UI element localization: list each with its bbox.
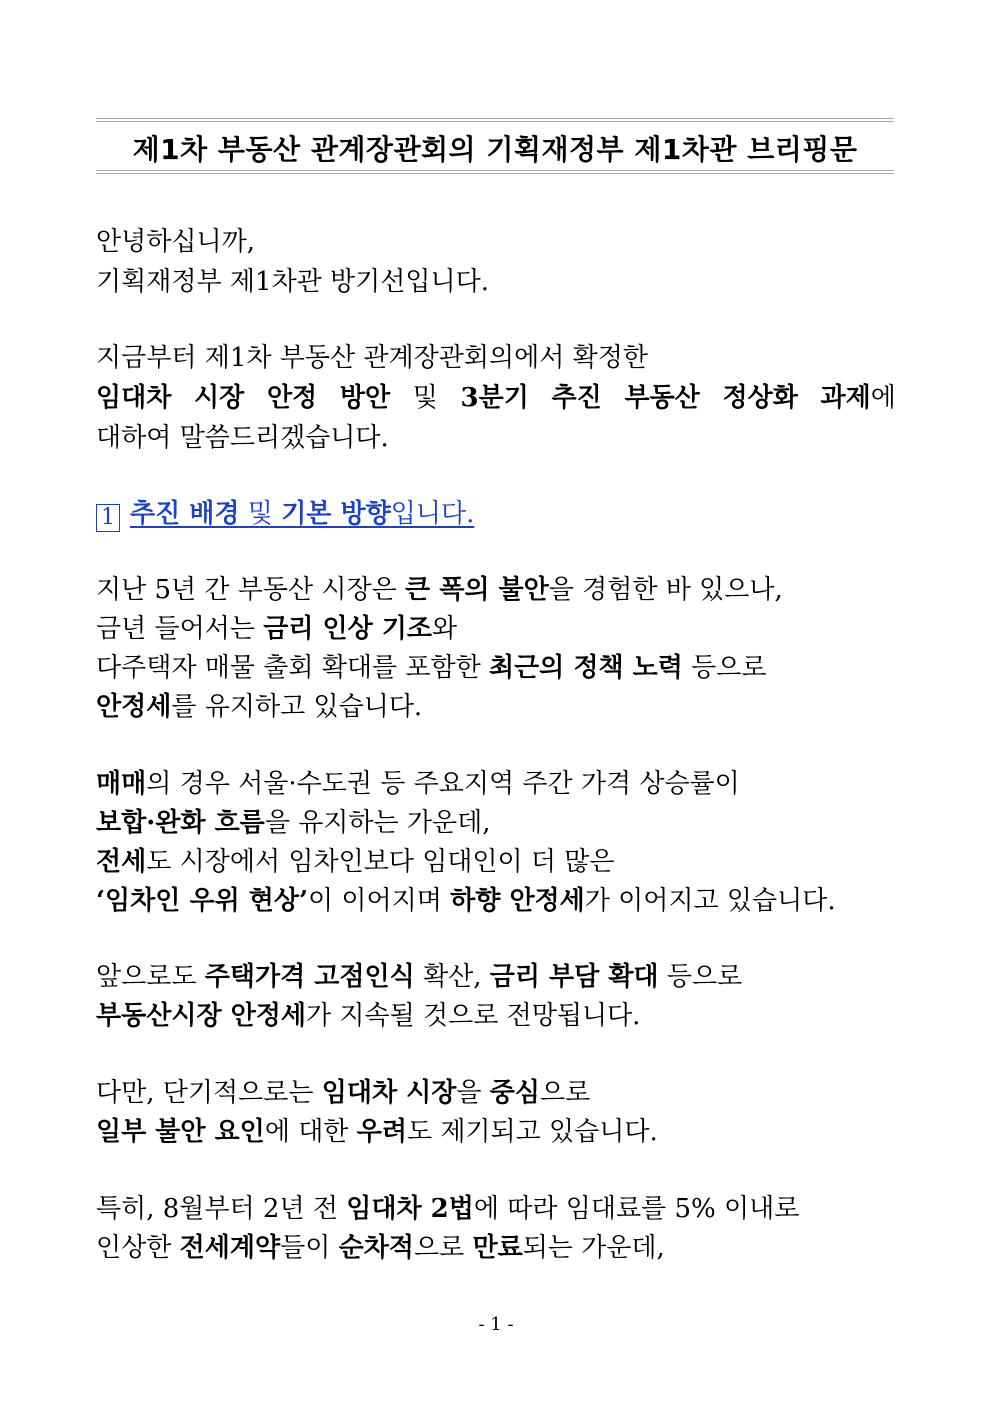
bold-term: 안정 bbox=[266, 383, 318, 413]
title-border-bottom bbox=[96, 173, 894, 174]
paragraph-5-line-1 bbox=[96, 960, 742, 994]
bold-term: 방안 bbox=[339, 383, 391, 413]
bold-term: 일부 불안 요인 bbox=[96, 1117, 265, 1147]
text-segment: 등으로 bbox=[682, 653, 767, 683]
bold-term: 기본 방향 bbox=[281, 499, 391, 529]
bold-term: 임대차 bbox=[96, 383, 172, 413]
section-heading-text bbox=[130, 499, 474, 529]
text-segment: 인상한 bbox=[96, 1233, 180, 1263]
bold-term: 큰 폭의 불안 bbox=[405, 575, 549, 605]
paragraph-3-line-2 bbox=[96, 612, 457, 646]
bold-term: 과제 bbox=[820, 383, 871, 413]
bold-term: 부동산시장 안정세 bbox=[96, 1001, 306, 1031]
bold-term: 하향 안정세 bbox=[450, 886, 585, 916]
text-segment: 으로 bbox=[413, 1233, 473, 1263]
text-segment: 을 유지하는 가운데, bbox=[264, 808, 491, 838]
bold-term: 우려 bbox=[356, 1117, 407, 1147]
text-segment: 가 이어지고 있습니다. bbox=[584, 886, 836, 916]
text-segment: 및 bbox=[239, 499, 282, 529]
bold-term: 시장 bbox=[194, 383, 245, 413]
text-segment: 도 제기되고 있습니다. bbox=[406, 1117, 658, 1147]
bold-term: 보합·완화 흐름 bbox=[96, 808, 265, 838]
text-segment: 가 지속될 것으로 전망됩니다. bbox=[305, 1001, 641, 1031]
bold-term: 부동산 bbox=[624, 383, 700, 413]
section-number-box: 1 bbox=[96, 504, 120, 532]
paragraph-6-line-2 bbox=[96, 1115, 658, 1149]
paragraph-5-line-2 bbox=[96, 999, 640, 1033]
text-segment: 와 bbox=[432, 614, 458, 644]
greeting-line: 안녕하십니까, bbox=[96, 227, 255, 257]
bold-term: 안정세 bbox=[96, 692, 172, 722]
bold-term: 최근의 정책 노력 bbox=[488, 653, 683, 683]
bold-term: 추진 bbox=[551, 383, 602, 413]
page-number: - 1 - bbox=[478, 1314, 514, 1335]
text-segment: 다만, 단기적으로는 bbox=[96, 1078, 322, 1108]
title-box bbox=[96, 118, 894, 174]
text-segment: 및 bbox=[412, 383, 438, 413]
intro-line: 기획재정부 제1차관 방기선입니다. bbox=[96, 267, 489, 297]
text-segment: 이 이어지며 bbox=[308, 886, 451, 916]
bold-term: 주택가격 고점인식 bbox=[204, 962, 415, 992]
bold-term: 정상화 bbox=[722, 383, 798, 413]
paragraph-7-line-2 bbox=[96, 1231, 665, 1265]
text-segment: 을 bbox=[456, 1078, 490, 1108]
paragraph-2-line-3: 대하여 말씀드리겠습니다. bbox=[96, 423, 389, 453]
bold-term: 매매 bbox=[96, 769, 147, 799]
paragraph-4-line-2 bbox=[96, 806, 491, 840]
paragraph-3-line-3 bbox=[96, 651, 767, 685]
text-segment: 을 경험한 바 있으나, bbox=[548, 575, 783, 605]
bold-term: 만료 bbox=[472, 1233, 523, 1263]
text-segment: 를 유지하고 있습니다. bbox=[171, 692, 423, 722]
text-segment: 에 따라 임대료를 5% 이내로 bbox=[473, 1194, 800, 1224]
paragraph-2-line-1: 지금부터 제1차 부동산 관계장관회의에서 확정한 bbox=[96, 343, 648, 373]
text-segment: 등으로 bbox=[658, 962, 743, 992]
bold-term: 임대차 시장 bbox=[321, 1078, 457, 1108]
text-segment: 되는 가운데, bbox=[522, 1233, 665, 1263]
paragraph-4-line-4 bbox=[96, 884, 836, 918]
bold-term: 전세계약 bbox=[179, 1233, 281, 1263]
page-title: 제1차 부동산 관계장관회의 기획재정부 제1차관 브리핑문 bbox=[132, 133, 858, 166]
title-border-top bbox=[96, 118, 894, 119]
bold-term: 추진 배경 bbox=[130, 499, 240, 529]
title-border-top-inner bbox=[96, 121, 894, 122]
text-segment: 에 대한 bbox=[264, 1117, 357, 1147]
bold-term: 금리 인상 기조 bbox=[263, 614, 433, 644]
bold-term: 전세 bbox=[96, 847, 147, 877]
text-segment: 앞으로도 bbox=[96, 962, 205, 992]
text-segment: 특히, 8월부터 2년 전 bbox=[96, 1194, 347, 1224]
paragraph-2-line-2 bbox=[96, 381, 896, 415]
text-segment: 다주택자 매물 출회 확대를 포함한 bbox=[96, 653, 489, 683]
text-segment: 도 시장에서 임차인보다 임대인이 더 많은 bbox=[146, 847, 615, 877]
text-segment: 지난 5년 간 부동산 시장은 bbox=[96, 575, 406, 605]
bold-term: 임대차 2법 bbox=[346, 1194, 474, 1224]
bold-term: 3분기 bbox=[460, 383, 529, 413]
text-segment: 확산, bbox=[414, 962, 490, 992]
paragraph-4-line-1 bbox=[96, 767, 740, 801]
paragraph-7-line-1 bbox=[96, 1192, 799, 1226]
bold-term: 중심 bbox=[489, 1078, 540, 1108]
title-border-bottom-inner bbox=[96, 170, 894, 171]
text-segment: 입니다. bbox=[390, 499, 475, 529]
text-segment: 들이 bbox=[280, 1233, 339, 1263]
bold-term: ‘임차인 우위 현상’ bbox=[96, 886, 309, 916]
paragraph-4-line-3 bbox=[96, 845, 615, 879]
text-segment: 으로 bbox=[540, 1078, 591, 1108]
bold-term: 금리 부담 확대 bbox=[489, 962, 659, 992]
paragraph-3-line-1 bbox=[96, 573, 783, 607]
paragraph-6-line-1 bbox=[96, 1076, 590, 1110]
bold-term: 순차적 bbox=[338, 1233, 414, 1263]
paragraph-3-line-4 bbox=[96, 690, 422, 724]
text-segment: 금년 들어서는 bbox=[96, 614, 264, 644]
text-segment: 에 bbox=[870, 383, 896, 413]
section-heading bbox=[96, 497, 474, 532]
text-segment: 의 경우 서울·수도권 등 주요지역 주간 가격 상승률이 bbox=[146, 769, 740, 799]
